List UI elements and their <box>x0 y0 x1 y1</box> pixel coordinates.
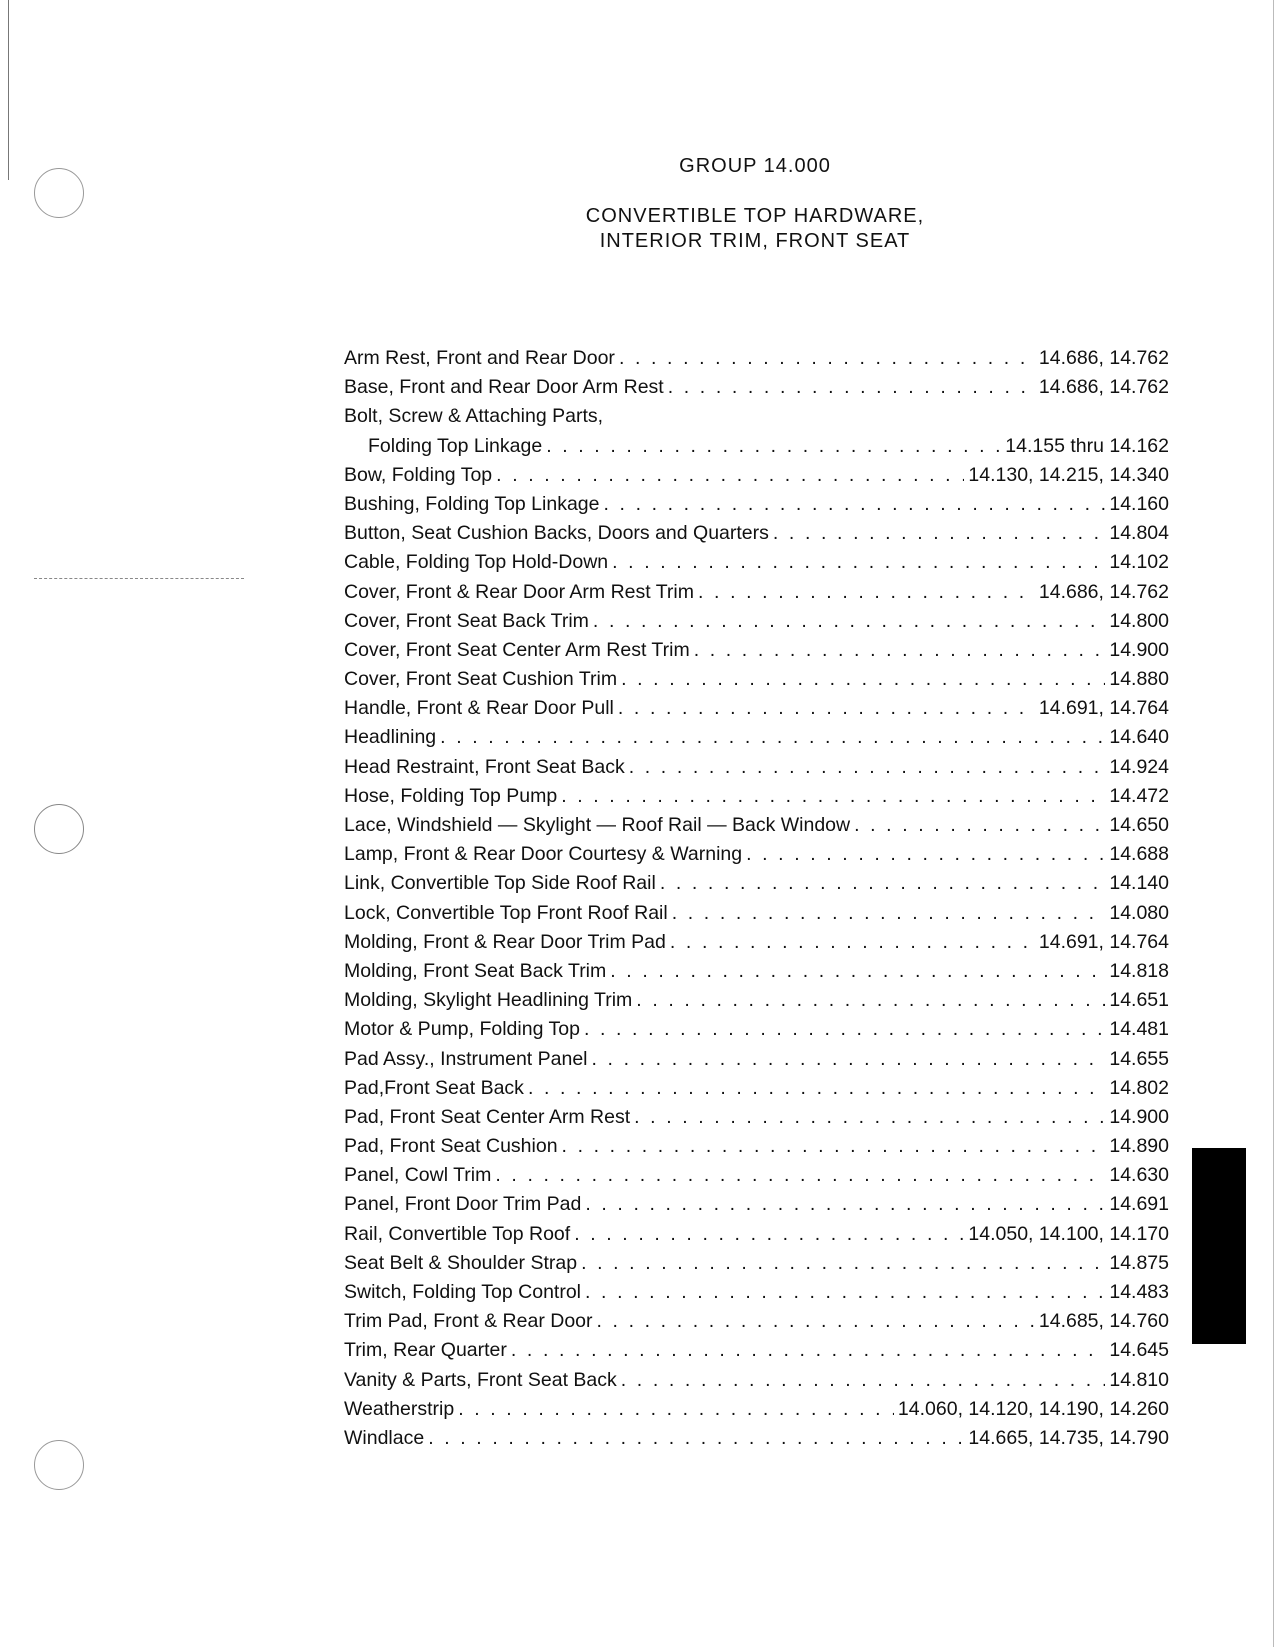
index-entry <box>344 607 1169 636</box>
dot-leader <box>511 1336 1105 1365</box>
page-edge-left <box>8 0 9 180</box>
entry-page-ref: 14.651 <box>1109 989 1169 1012</box>
dot-leader <box>621 665 1105 694</box>
entry-page-ref: 14.890 <box>1109 1135 1169 1158</box>
entry-page-ref: 14.691 <box>1109 1193 1169 1216</box>
index-entry <box>344 1395 1169 1424</box>
entry-page-ref: 14.640 <box>1109 726 1169 749</box>
dot-leader <box>746 840 1105 869</box>
dot-leader <box>612 548 1105 577</box>
dot-leader <box>561 782 1105 811</box>
entry-term: Lace, Windshield — Skylight — Roof Rail — Back Window <box>344 814 851 836</box>
entry-page-ref: 14.818 <box>1109 959 1169 982</box>
entry-page-ref: 14.875 <box>1109 1251 1169 1274</box>
dot-leader <box>604 490 1106 519</box>
index-entry <box>344 840 1169 869</box>
entry-term: Lamp, Front & Rear Door Courtesy & Warning <box>344 843 743 866</box>
entry-page-ref: 14.900 <box>1109 638 1169 661</box>
index-entry <box>344 1278 1169 1307</box>
dot-leader <box>698 578 1035 607</box>
index-entry <box>344 1015 1169 1044</box>
index-entry <box>344 1424 1169 1453</box>
entry-page-ref: 14.686, 14.762 <box>1038 580 1169 603</box>
entry-term: Cable, Folding Top Hold-Down <box>344 551 609 574</box>
entry-term: Molding, Front & Rear Door Trim Pad <box>344 930 666 953</box>
dot-leader <box>694 636 1106 665</box>
entry-term: Pad, Front Seat Cushion <box>344 1135 558 1158</box>
index-entry <box>344 869 1169 898</box>
index-entry <box>344 1249 1169 1278</box>
entry-page-ref: 14.900 <box>1109 1105 1169 1128</box>
dot-leader <box>618 694 1035 723</box>
scan-artifact-dash <box>34 578 244 579</box>
dot-leader <box>629 753 1106 782</box>
entry-page-ref: 14.800 <box>1109 609 1169 632</box>
index-entry <box>344 1366 1169 1395</box>
dot-leader <box>528 1074 1105 1103</box>
section-tab-marker <box>1192 1148 1246 1344</box>
entry-term: Panel, Front Door Trim Pad <box>344 1193 582 1216</box>
entry-term: Bushing, Folding Top Linkage <box>344 492 600 515</box>
index-entry <box>344 694 1169 723</box>
entry-term: Panel, Cowl Trim <box>344 1164 492 1187</box>
dot-leader <box>636 986 1105 1015</box>
dot-leader <box>619 344 1035 373</box>
entry-page-ref: 14.804 <box>1109 522 1169 545</box>
entry-term: Trim, Rear Quarter <box>344 1339 507 1362</box>
entry-page-ref: 14.810 <box>1109 1368 1169 1391</box>
group-subtitle <box>520 204 990 254</box>
index-entry <box>344 548 1169 577</box>
entry-page-ref: 14.691, 14.764 <box>1038 697 1169 720</box>
entry-term: Motor & Pump, Folding Top <box>344 1018 580 1041</box>
dot-leader <box>546 432 1001 461</box>
entry-term: Rail, Convertible Top Roof <box>344 1222 571 1245</box>
entry-term: Vanity & Parts, Front Seat Back <box>344 1368 617 1391</box>
index-entry <box>344 432 1169 461</box>
dot-leader <box>584 1015 1105 1044</box>
entry-page-ref: 14.050, 14.100, 14.170 <box>968 1222 1169 1245</box>
index-entry <box>344 899 1169 928</box>
index-entry <box>344 344 1169 373</box>
binder-hole-bottom <box>34 1440 84 1490</box>
index-entry <box>344 782 1169 811</box>
dot-leader <box>592 1045 1106 1074</box>
dot-leader <box>660 869 1106 898</box>
entry-page-ref: 14.130, 14.215, 14.340 <box>968 463 1169 486</box>
entry-page-ref: 14.483 <box>1109 1281 1169 1303</box>
entry-term: Arm Rest, Front and Rear Door <box>344 347 615 369</box>
index-entry <box>344 986 1169 1015</box>
dot-leader <box>668 373 1035 402</box>
index-entry <box>344 402 1169 431</box>
entry-page-ref: 14.686, 14.762 <box>1038 376 1169 399</box>
dot-leader <box>672 899 1106 928</box>
entry-page-ref: 14.685, 14.760 <box>1038 1310 1169 1333</box>
entry-page-ref: 14.686, 14.762 <box>1038 347 1169 369</box>
entry-term: Headlining <box>344 726 437 749</box>
dot-leader <box>495 1161 1105 1190</box>
index-entry <box>344 1045 1169 1074</box>
index-entry <box>344 665 1169 694</box>
entry-page-ref: 14.655 <box>1109 1047 1169 1070</box>
dot-leader <box>428 1424 964 1453</box>
entry-page-ref: 14.665, 14.735, 14.790 <box>968 1426 1169 1449</box>
index-entry <box>344 957 1169 986</box>
index-entry <box>344 519 1169 548</box>
entry-term: Bolt, Screw & Attaching Parts, <box>344 405 604 428</box>
dot-leader <box>585 1278 1105 1307</box>
group-title: GROUP 14.000 <box>679 155 831 177</box>
entry-page-ref: 14.155 thru 14.162 <box>1005 434 1169 457</box>
entry-page-ref: 14.802 <box>1109 1076 1169 1099</box>
index-entry <box>344 636 1169 665</box>
entry-term: Windlace <box>344 1426 425 1449</box>
entry-page-ref: 14.481 <box>1109 1018 1169 1041</box>
entry-page-ref: 14.630 <box>1109 1164 1169 1187</box>
entry-page-ref: 14.080 <box>1109 901 1169 924</box>
entry-term: Trim Pad, Front & Rear Door <box>344 1310 593 1333</box>
dot-leader <box>621 1366 1106 1395</box>
entry-term: Base, Front and Rear Door Arm Rest <box>344 376 664 399</box>
entry-term: Pad,Front Seat Back <box>344 1076 524 1099</box>
entry-term: Cover, Front Seat Center Arm Rest Trim <box>344 638 690 661</box>
entry-term: Link, Convertible Top Side Roof Rail <box>344 872 656 895</box>
index-entry <box>344 1161 1169 1190</box>
index-entry <box>344 1336 1169 1365</box>
index-entry <box>344 1103 1169 1132</box>
binder-hole-middle <box>34 804 84 854</box>
index-entry <box>344 490 1169 519</box>
page-edge-right <box>1273 0 1274 1647</box>
entry-term: Head Restraint, Front Seat Back <box>344 755 625 778</box>
dot-leader <box>597 1307 1035 1336</box>
entry-term: Button, Seat Cushion Backs, Doors and Quarters <box>344 522 769 545</box>
entry-page-ref: 14.688 <box>1109 843 1169 866</box>
index-entry <box>344 1132 1169 1161</box>
entry-term: Hose, Folding Top Pump <box>344 784 558 807</box>
entry-term: Molding, Skylight Headlining Trim <box>344 989 633 1012</box>
entry-term: Lock, Convertible Top Front Roof Rail <box>344 901 668 924</box>
entry-page-ref: 14.645 <box>1109 1339 1169 1362</box>
entry-term: Seat Belt & Shoulder Strap <box>344 1251 578 1274</box>
index-entry <box>344 1220 1169 1249</box>
entry-page-ref: 14.140 <box>1109 872 1169 895</box>
entry-term: Cover, Front & Rear Door Arm Rest Trim <box>344 580 695 603</box>
index-entry <box>344 461 1169 490</box>
index-entry <box>344 723 1169 752</box>
entry-term: Folding Top Linkage <box>368 434 543 457</box>
dot-leader <box>574 1220 964 1249</box>
dot-leader <box>585 1190 1105 1219</box>
index-entry <box>344 1307 1169 1336</box>
index-entry <box>344 1074 1169 1103</box>
index-list <box>344 344 1169 1453</box>
entry-term: Bow, Folding Top <box>344 463 493 486</box>
entry-page-ref: 14.060, 14.120, 14.190, 14.260 <box>897 1397 1169 1420</box>
entry-term: Pad Assy., Instrument Panel <box>344 1047 588 1070</box>
entry-term: Molding, Front Seat Back Trim <box>344 959 607 982</box>
dot-leader <box>670 928 1035 957</box>
dot-leader <box>773 519 1105 548</box>
entry-page-ref: 14.691, 14.764 <box>1038 930 1169 953</box>
entry-page-ref: 14.924 <box>1109 755 1169 778</box>
index-entry <box>344 1190 1169 1219</box>
entry-page-ref: 14.160 <box>1109 492 1169 515</box>
entry-term: Cover, Front Seat Cushion Trim <box>344 668 618 691</box>
group-subtitle-line-2: INTERIOR TRIM, FRONT SEAT <box>599 230 911 252</box>
dot-leader <box>593 607 1105 636</box>
index-entry <box>344 753 1169 782</box>
index-entry <box>344 578 1169 607</box>
entry-page-ref: 14.102 <box>1109 551 1169 574</box>
dot-leader <box>610 957 1105 986</box>
entry-term: Cover, Front Seat Back Trim <box>344 609 589 632</box>
index-entry <box>344 928 1169 957</box>
entry-term: Pad, Front Seat Center Arm Rest <box>344 1105 631 1128</box>
index-entry <box>344 811 1169 840</box>
group-subtitle-line-1: CONVERTIBLE TOP HARDWARE, <box>585 205 925 227</box>
dot-leader <box>496 461 964 490</box>
entry-page-ref: 14.880 <box>1109 668 1169 691</box>
dot-leader <box>440 723 1105 752</box>
entry-term: Handle, Front & Rear Door Pull <box>344 697 614 720</box>
dot-leader <box>562 1132 1106 1161</box>
dot-leader <box>458 1395 894 1424</box>
binder-hole-top <box>34 168 84 218</box>
index-entry <box>344 373 1169 402</box>
dot-leader <box>854 811 1105 840</box>
dot-leader <box>634 1103 1105 1132</box>
dot-leader <box>581 1249 1105 1278</box>
entry-term: Switch, Folding Top Control <box>344 1281 582 1303</box>
entry-page-ref: 14.650 <box>1109 814 1169 836</box>
entry-term: Weatherstrip <box>344 1397 455 1420</box>
entry-page-ref: 14.472 <box>1109 784 1169 807</box>
